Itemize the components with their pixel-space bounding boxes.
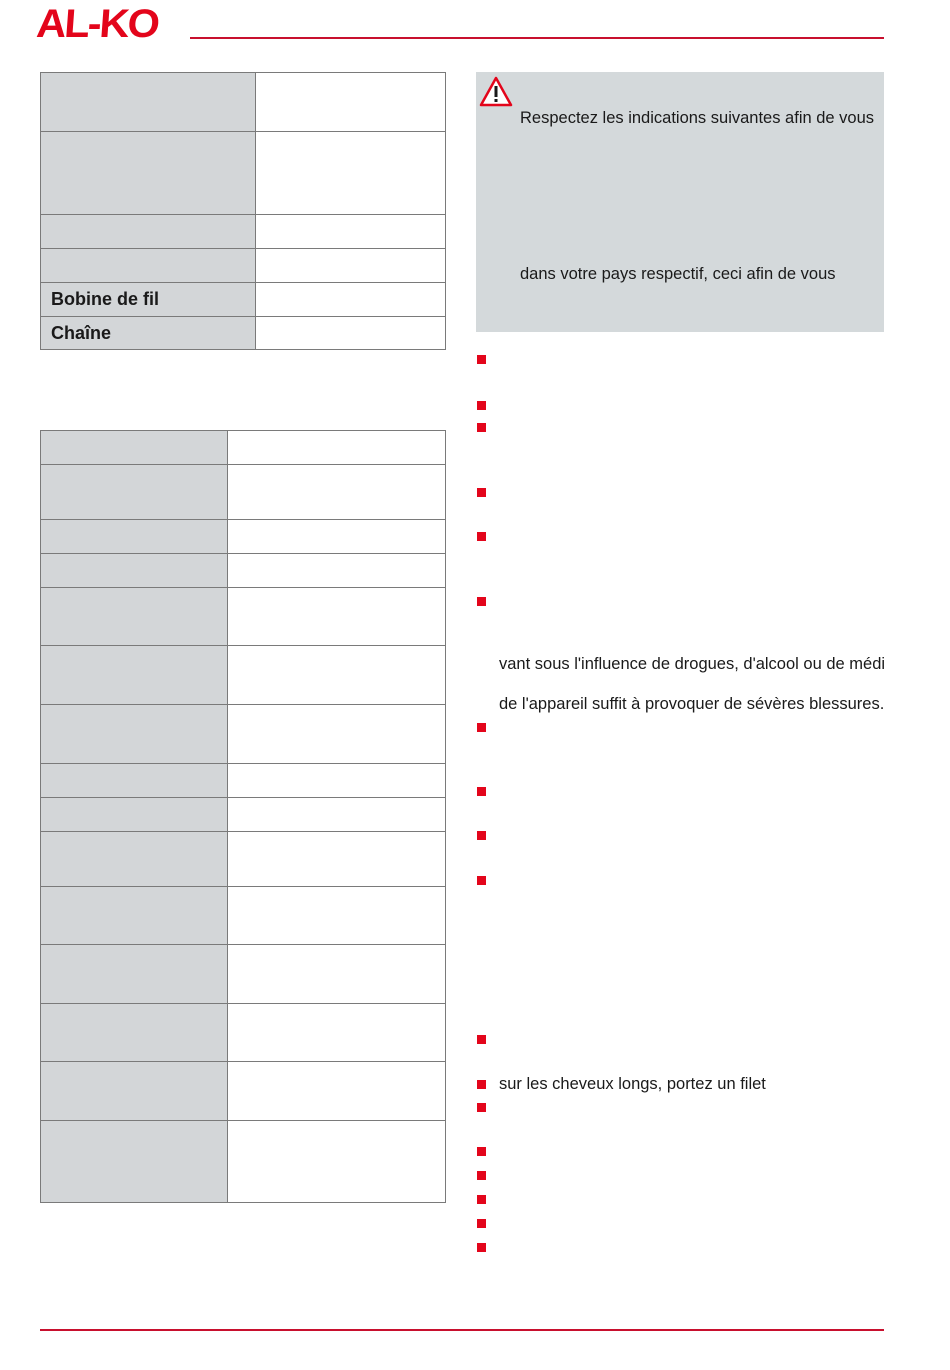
safety-text: sur les cheveux longs, portez un filet bbox=[499, 1075, 766, 1093]
bullet-marker bbox=[477, 1080, 486, 1089]
bullet-marker bbox=[477, 355, 486, 364]
bullet-marker bbox=[477, 876, 486, 885]
table-value bbox=[256, 283, 446, 317]
table-value bbox=[228, 764, 446, 798]
table-key bbox=[41, 646, 228, 705]
bullet-marker bbox=[477, 532, 486, 541]
table-value bbox=[228, 945, 446, 1004]
bullet-marker bbox=[477, 401, 486, 410]
safety-warning-box bbox=[476, 72, 884, 332]
warning-text-line: dans votre pays respectif, ceci afin de vous bbox=[520, 265, 836, 283]
table-row bbox=[41, 249, 446, 283]
table-value bbox=[228, 520, 446, 554]
table-row bbox=[41, 798, 446, 832]
table-value bbox=[228, 588, 446, 646]
table-key bbox=[41, 798, 228, 832]
table-value bbox=[228, 1062, 446, 1121]
warning-triangle-icon bbox=[479, 76, 513, 108]
bullet-marker bbox=[477, 831, 486, 840]
bullet-marker bbox=[477, 597, 486, 606]
bullet-marker bbox=[477, 488, 486, 497]
spec-table-1 bbox=[40, 72, 446, 350]
table-key bbox=[41, 215, 256, 249]
table-row bbox=[41, 465, 446, 520]
table-value bbox=[228, 1121, 446, 1203]
safety-text: de l'appareil suffit à provoquer de sévères blessures. bbox=[499, 695, 885, 713]
table-row bbox=[41, 945, 446, 1004]
table-row bbox=[41, 520, 446, 554]
bullet-marker bbox=[477, 1035, 486, 1044]
table-row bbox=[41, 887, 446, 945]
table-row bbox=[41, 646, 446, 705]
table-value bbox=[256, 249, 446, 283]
bullet-marker bbox=[477, 1219, 486, 1228]
table-value bbox=[256, 132, 446, 215]
table-key bbox=[41, 132, 256, 215]
safety-text: vant sous l'influence de drogues, d'alcool ou de médi bbox=[499, 655, 886, 673]
table-key bbox=[41, 465, 228, 520]
table-value bbox=[256, 317, 446, 350]
warning-text-line: Respectez les indications suivantes afin de vous bbox=[520, 109, 875, 127]
table-key bbox=[41, 1062, 228, 1121]
table-row bbox=[41, 1062, 446, 1121]
table-value bbox=[228, 705, 446, 764]
spec-table-2 bbox=[40, 430, 446, 1203]
table-key bbox=[41, 249, 256, 283]
bullet-marker bbox=[477, 723, 486, 732]
logo-text: AL-KO bbox=[34, 2, 160, 46]
table-key bbox=[41, 1004, 228, 1062]
table-key bbox=[41, 431, 228, 465]
table-row bbox=[41, 764, 446, 798]
bullet-marker bbox=[477, 787, 486, 796]
footer-rule bbox=[40, 1329, 884, 1331]
bullet-marker bbox=[477, 1103, 486, 1112]
table-key: Bobine de fil bbox=[41, 283, 256, 317]
bullet-marker bbox=[477, 423, 486, 432]
table-value bbox=[228, 1004, 446, 1062]
table-key bbox=[41, 520, 228, 554]
table-value bbox=[228, 798, 446, 832]
table-key bbox=[41, 764, 228, 798]
table-row bbox=[41, 283, 446, 317]
table-row bbox=[41, 832, 446, 887]
table-key bbox=[41, 705, 228, 764]
table-key bbox=[41, 832, 228, 887]
header-rule bbox=[190, 37, 884, 39]
bullet-marker bbox=[477, 1195, 486, 1204]
table-key bbox=[41, 588, 228, 646]
table-value bbox=[228, 465, 446, 520]
table-value bbox=[256, 215, 446, 249]
table-row bbox=[41, 317, 446, 350]
table-row bbox=[41, 1121, 446, 1203]
table-row bbox=[41, 132, 446, 215]
table-key: Chaîne bbox=[41, 317, 256, 350]
table-value bbox=[256, 73, 446, 132]
table-key bbox=[41, 554, 228, 588]
table-value bbox=[228, 431, 446, 465]
table-value bbox=[228, 646, 446, 705]
bullet-marker bbox=[477, 1243, 486, 1252]
table-row bbox=[41, 554, 446, 588]
table-value bbox=[228, 832, 446, 887]
table-row bbox=[41, 73, 446, 132]
table-key bbox=[41, 73, 256, 132]
table-value bbox=[228, 887, 446, 945]
table-key bbox=[41, 945, 228, 1004]
bullet-marker bbox=[477, 1147, 486, 1156]
table-key bbox=[41, 1121, 228, 1203]
table-row bbox=[41, 1004, 446, 1062]
table-row bbox=[41, 705, 446, 764]
table-value bbox=[228, 554, 446, 588]
bullet-marker bbox=[477, 1171, 486, 1180]
alko-logo bbox=[34, 2, 182, 46]
table-row bbox=[41, 588, 446, 646]
table-key bbox=[41, 887, 228, 945]
table-row bbox=[41, 215, 446, 249]
table-row bbox=[41, 431, 446, 465]
